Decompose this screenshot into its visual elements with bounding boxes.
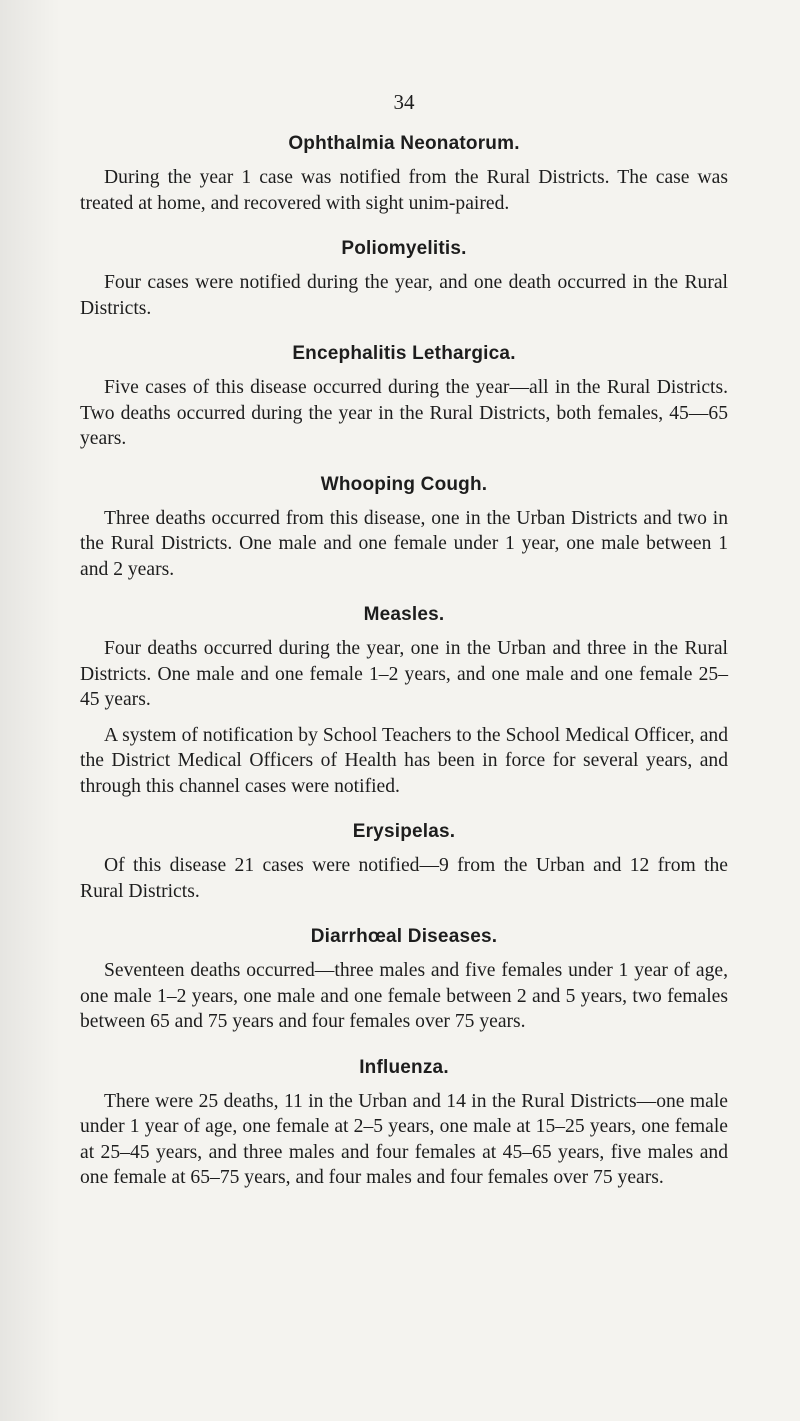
- section-heading: Diarrhœal Diseases.: [310, 926, 498, 947]
- section-heading: Encephalitis Lethargica.: [292, 343, 516, 364]
- section-encephalitis-lethargica: [80, 343, 728, 452]
- section-heading: Measles.: [363, 604, 445, 625]
- section-poliomyelitis: [80, 238, 728, 321]
- paragraph: Four cases were notified during the year, and one death occurred in the Rural Districts.: [80, 272, 728, 319]
- paragraph: Four deaths occurred during the year, one in the Urban and three in the Rural Districts. One male and one female 1–2 years, and one male and one female 25–45 years.: [80, 638, 728, 710]
- paragraph: Three deaths occurred from this disease, one in the Urban Districts and two in the Rural Districts. One male and one female under 1 year, one male between 1 and 2 years.: [80, 507, 728, 580]
- document-page: [80, 90, 728, 1213]
- paragraph: A system of notification by School Teachers to the School Medical Officer, and the District Medical Officers of Health has been in force for several years, and through this channel cases were notified.: [80, 724, 728, 797]
- page-edge-shadow: [0, 0, 60, 1421]
- section-diarrhoeal-diseases: [80, 926, 728, 1035]
- paragraph: There were 25 deaths, 11 in the Urban and 14 in the Rural Districts—one male under 1 year of age, one female at 2–5 years, one male at 15–25 years, one female at 25–45 years, and three males and four females at 45–65 years, five males and one female at 65–75 years, and four males and four females over 75 years.: [80, 1090, 728, 1188]
- section-erysipelas: [80, 821, 728, 904]
- section-measles: [80, 604, 728, 799]
- paragraph: During the year 1 case was notified from the Rural Districts. The case was treated at home, and recovered with sight unim-paired.: [80, 167, 728, 214]
- paragraph: Five cases of this disease occurred during the year—all in the Rural Districts. Two deaths occurred during the year in the Rural Districts, both females, 45—65 years.: [80, 377, 728, 449]
- page-number: 34: [393, 90, 415, 114]
- section-heading: Erysipelas.: [352, 821, 456, 842]
- paragraph: Seventeen deaths occurred—three males and five females under 1 year of age, one male 1–2 years, one male and one female between 2 and 5 years, two females between 65 and 75 years and four females over 75 years.: [80, 960, 728, 1032]
- section-heading: Ophthalmia Neonatorum.: [288, 133, 520, 154]
- section-influenza: [80, 1057, 728, 1191]
- paragraph: Of this disease 21 cases were notified—9 from the Urban and 12 from the Rural Districts.: [80, 855, 728, 902]
- section-heading: Poliomyelitis.: [341, 238, 467, 259]
- section-heading: Whooping Cough.: [320, 473, 488, 495]
- section-heading: Influenza.: [359, 1056, 449, 1078]
- section-whooping-cough: [80, 474, 728, 583]
- section-ophthalmia-neonatorum: [80, 133, 728, 216]
